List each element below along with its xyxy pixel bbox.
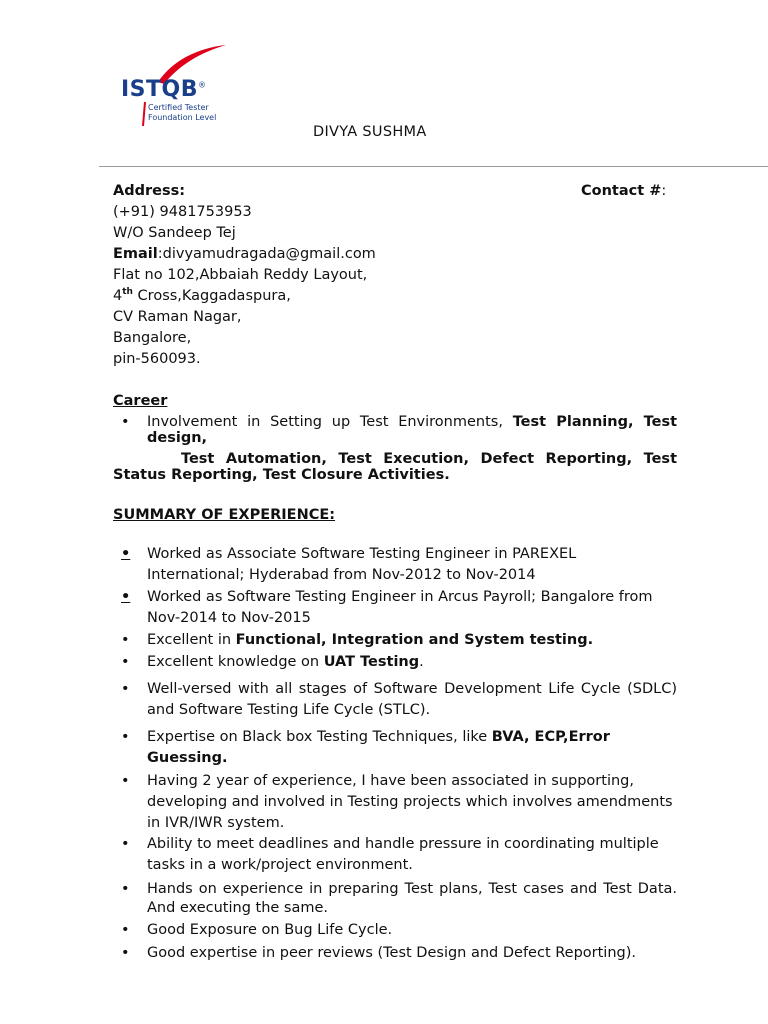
- bullet-icon: •: [121, 945, 130, 961]
- logo-wordmark: ISTQB®: [121, 77, 207, 102]
- bullet-icon: •: [121, 881, 130, 897]
- summary-item: • Excellent in Functional, Integration and System testing.: [113, 630, 677, 651]
- summary-item: • Worked as Software Testing Engineer in Arcus Payroll; Bangalore from Nov-2014 to Nov-2015: [121, 589, 653, 626]
- logo-line-2: Foundation Level: [148, 113, 217, 122]
- bullet-icon: •: [121, 922, 130, 938]
- header-divider: [99, 166, 768, 167]
- summary-item: • Good Exposure on Bug Life Cycle.: [113, 920, 677, 941]
- address-line-4: Bangalore,: [113, 330, 192, 346]
- bullet-icon: •: [121, 632, 130, 648]
- summary-item: • Having 2 year of experience, I have been associated in supporting, developing and involved in Testing projects which involves amendments in IVR/IWR system.: [121, 773, 673, 831]
- bullet-icon: •: [121, 773, 130, 789]
- summary-item: • Ability to meet deadlines and handle pressure in coordinating multiple tasks in a work/project environment.: [121, 836, 659, 873]
- bullet-icon: •: [121, 414, 130, 430]
- candidate-name: DIVYA SUSHMA: [313, 124, 427, 140]
- career-list: [113, 414, 677, 446]
- email-line: [113, 244, 677, 265]
- bullet-icon: •: [121, 589, 131, 605]
- bullet-icon: •: [121, 836, 130, 852]
- contact-label: Contact #:: [581, 183, 667, 199]
- email-label: Email: [113, 246, 158, 262]
- logo-line-1: Certified Tester: [148, 103, 209, 112]
- address-line-5: pin-560093.: [113, 351, 201, 367]
- summary-list: [113, 544, 677, 964]
- bullet-icon: •: [121, 729, 130, 745]
- care-of: W/O Sandeep Tej: [113, 225, 236, 241]
- phone-number: (+91) 9481753953: [113, 204, 252, 220]
- bullet-icon: •: [121, 681, 130, 697]
- summary-heading: SUMMARY OF EXPERIENCE:: [113, 507, 336, 523]
- summary-item: • Hands on experience in preparing Test plans, Test cases and Test Data. And executing the same.: [121, 881, 677, 916]
- career-item: • Involvement in Setting up Test Environments, Test Planning, Test design,: [121, 414, 678, 446]
- address-line-1: Flat no 102,Abbaiah Reddy Layout,: [113, 267, 368, 283]
- istqb-logo: [118, 42, 230, 126]
- bullet-icon: •: [121, 546, 131, 562]
- summary-item: • Expertise on Black box Testing Techniques, like BVA, ECP,Error Guessing.: [121, 729, 610, 766]
- career-heading: Career: [113, 393, 168, 409]
- summary-item: • Well-versed with all stages of Software Development Life Cycle (SDLC) and Software Testing Life Cycle (STLC).: [121, 681, 677, 718]
- address-label: Address:: [113, 183, 186, 199]
- bullet-icon: •: [121, 654, 130, 670]
- address-line-3: CV Raman Nagar,: [113, 309, 242, 325]
- address-line-2: 4th Cross,Kaggadaspura,: [113, 287, 291, 304]
- summary-item: • Worked as Associate Software Testing Engineer in PAREXEL International; Hyderabad from Nov-2012 to Nov-2014: [121, 546, 577, 583]
- address-block: [113, 181, 677, 370]
- summary-item: • Excellent knowledge on UAT Testing.: [113, 652, 677, 673]
- summary-item: • Good expertise in peer reviews (Test Design and Defect Reporting).: [113, 943, 677, 964]
- career-item-continued: Test Automation, Test Execution, Defect Reporting, Test Status Reporting, Test Closure Activities.: [113, 451, 677, 483]
- email-value[interactable]: :divyamudragada@gmail.com: [157, 246, 376, 262]
